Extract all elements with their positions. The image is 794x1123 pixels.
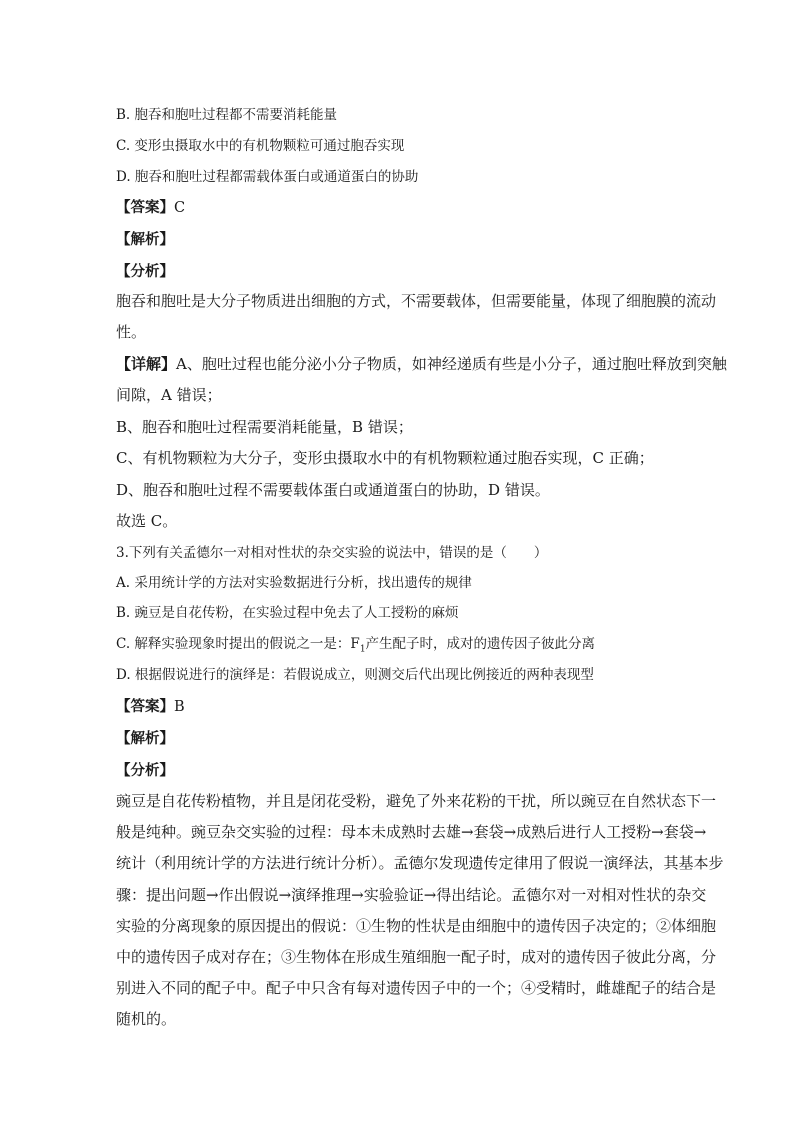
q3-option-b: B. 豌豆是自花传粉，在实验过程中免去了人工授粉的麻烦 bbox=[116, 605, 459, 621]
q3-fenxi-line: 豌豆是自花传粉植物，并且是闭花受粉，避免了外来花粉的干扰，所以豌豆在自然状态下一 bbox=[116, 792, 717, 810]
q3-option-a: A. 采用统计学的方法对实验数据进行分析，找出遗传的规律 bbox=[116, 575, 472, 591]
q2-detail-c: C、有机物颗粒为大分子，变形虫摄取水中的有机物颗粒通过胞吞实现，C 正确； bbox=[116, 449, 654, 467]
answer-value: B bbox=[174, 699, 185, 715]
q2-conclusion: 故选 C。 bbox=[116, 512, 178, 530]
q3-fenxi-line: 中的遗传因子成对存在；③生物体在形成生殖细胞一配子时，成对的遗传因子彼此分离，分 bbox=[116, 948, 717, 966]
q3-option-d: D. 根据假说进行的演绎是：若假说成立，则测交后代出现比例接近的两种表现型 bbox=[116, 667, 594, 683]
q3-fenxi-line: 随机的。 bbox=[116, 1010, 177, 1028]
q3-jiexi-tag: 【解析】 bbox=[116, 730, 174, 747]
q3-answer bbox=[116, 695, 686, 716]
q3-fenxi-line: 骤：提出问题→作出假说→演绎推理→实验验证→得出结论。孟德尔对一对相对性状的杂交 bbox=[116, 886, 707, 904]
q2-answer bbox=[116, 196, 686, 217]
q2-detail-a: 【详解】A、胞吐过程也能分泌小分子物质，如神经递质有些是小分子，通过胞吐释放到突触 bbox=[116, 355, 727, 373]
q3-fenxi-line: 实验的分离现象的原因提出的假说：①生物的性状是由细胞中的遗传因子决定的；②体细胞 bbox=[116, 917, 717, 935]
q3-fenxi-line: 般是纯种。豌豆杂交实验的过程：母本未成熟时去雄→套袋→成熟后进行人工授粉→套袋→ bbox=[116, 823, 707, 841]
q2-fenxi-tag: 【分析】 bbox=[116, 263, 174, 280]
q2-option-d: D. 胞吞和胞吐过程都需载体蛋白或通道蛋白的协助 bbox=[116, 169, 419, 185]
q2-detail-a-cont: 间隙，A 错误； bbox=[116, 386, 222, 404]
q2-jiexi-tag: 【解析】 bbox=[116, 231, 174, 248]
q3-fenxi-line: 统计（利用统计学的方法进行统计分析）。孟德尔发现遗传定律用了假说一演绎法，其基本步 bbox=[116, 854, 724, 872]
q2-option-b: B. 胞吞和胞吐过程都不需要消耗能量 bbox=[116, 107, 338, 123]
q2-option-c: C. 变形虫摄取水中的有机物颗粒可通过胞吞实现 bbox=[116, 138, 405, 154]
q2-detail-b: B、胞吞和胞吐过程需要消耗能量，B 错误； bbox=[116, 418, 413, 436]
q3-option-c: C. 解释实验现象时提出的假说之一是：$F_1$产生配子时，成对的遗传因子彼此分离 bbox=[116, 636, 596, 655]
q3-fenxi-tag: 【分析】 bbox=[116, 762, 174, 779]
q2-fenxi-line: 胞吞和胞吐是大分子物质进出细胞的方式，不需要载体，但需要能量，体现了细胞膜的流动 bbox=[116, 292, 717, 310]
answer-tag: 【答案】 bbox=[116, 199, 174, 216]
q3-stem: 3.下列有关孟德尔一对相对性状的杂交实验的说法中，错误的是（ ） bbox=[116, 545, 548, 561]
q2-detail-d: D、胞吞和胞吐过程不需要载体蛋白或通道蛋白的协助，D 错误。 bbox=[116, 481, 550, 499]
q2-fenxi-line: 性。 bbox=[116, 323, 147, 341]
xiangjie-tag: 【详解】 bbox=[116, 355, 177, 373]
q3-fenxi-line: 别进入不同的配子中。配子中只含有每对遗传因子中的一个；④受精时，雌雄配子的结合是 bbox=[116, 979, 717, 997]
answer-tag: 【答案】 bbox=[116, 698, 174, 715]
answer-value: C bbox=[174, 200, 186, 216]
